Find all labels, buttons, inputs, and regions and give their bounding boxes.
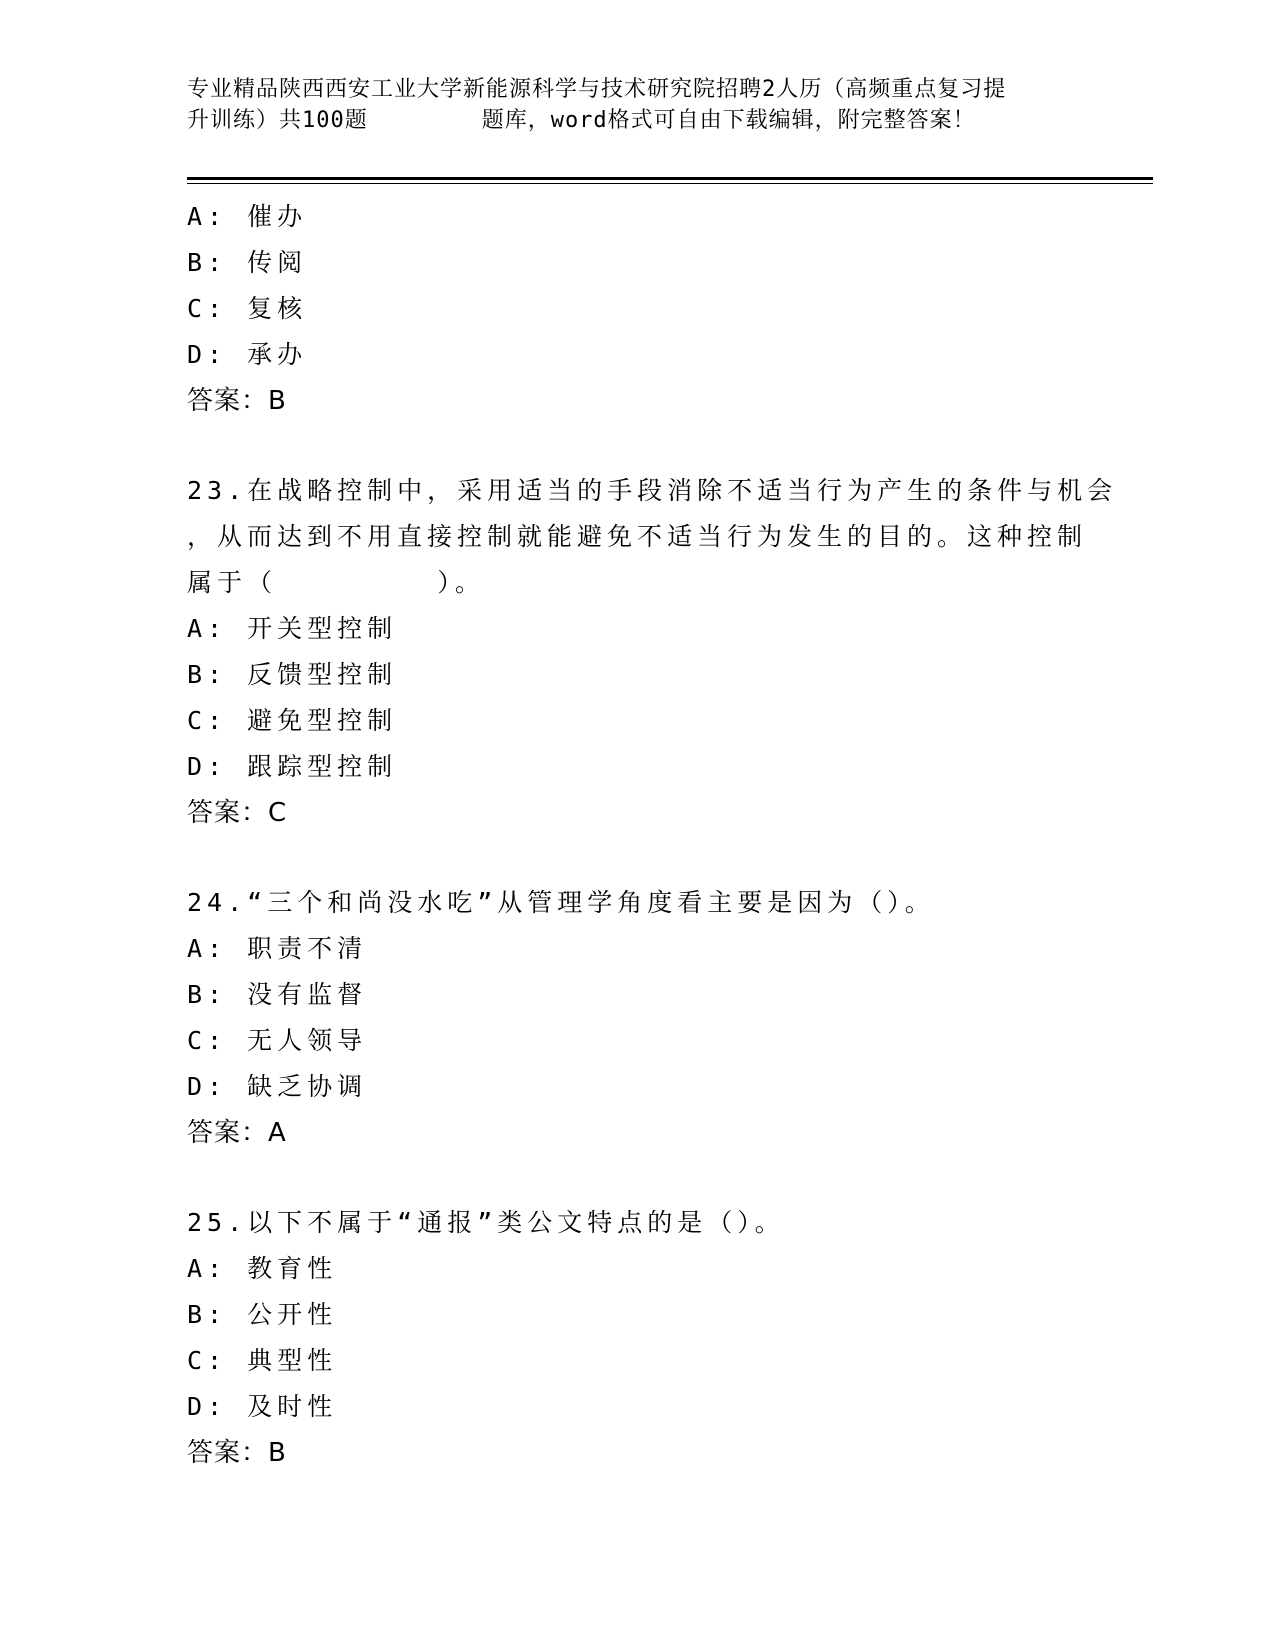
question-23 [187, 468, 1118, 836]
question-25 [187, 1200, 1087, 1476]
option-d: D: 跟踪型控制 [187, 752, 398, 781]
question-22-continued [187, 194, 1087, 424]
option-d: D: 及时性 [187, 1392, 338, 1421]
option-a: A: 教育性 [187, 1254, 338, 1283]
option-a: A: 职责不清 [187, 934, 368, 963]
option-d: D: 承办 [187, 340, 308, 369]
header-rule-thick [187, 177, 1153, 180]
question-list [187, 194, 1118, 1476]
option-d: D: 缺乏协调 [187, 1072, 368, 1101]
option-c: C: 典型性 [187, 1346, 338, 1375]
header-line-1: 专业精品陕西西安工业大学新能源科学与技术研究院招聘2人历（高频重点复习提 [187, 77, 1007, 102]
document-header [187, 74, 1087, 136]
question-stem: 23.在战略控制中，采用适当的手段消除不适当行为产生的条件与机会 ，从而达到不用直接控制就能避免不适当行为发生的目的。这种控制 属于（ ）。 [187, 476, 1118, 597]
answer-line: 答案：A [187, 1118, 287, 1148]
option-b: B: 公开性 [187, 1300, 338, 1329]
header-rule-thin [187, 183, 1153, 184]
question-stem: 25.以下不属于“通报”类公文特点的是（）。 [187, 1208, 785, 1237]
question-stem: 24.“三个和尚没水吃”从管理学角度看主要是因为（）。 [187, 888, 935, 917]
option-c: C: 无人领导 [187, 1026, 368, 1055]
option-c: C: 复核 [187, 294, 308, 323]
header-line-2: 升训练）共100题 题库，word格式可自由下载编辑，附完整答案！ [187, 108, 976, 133]
answer-line: 答案：C [187, 798, 288, 828]
option-c: C: 避免型控制 [187, 706, 398, 735]
answer-line: 答案：B [187, 1438, 287, 1468]
question-24 [187, 880, 1087, 1156]
option-b: B: 传阅 [187, 248, 308, 277]
option-a: A: 开关型控制 [187, 614, 398, 643]
answer-line: 答案：B [187, 386, 287, 416]
option-a: A: 催办 [187, 202, 308, 231]
option-b: B: 没有监督 [187, 980, 368, 1009]
option-b: B: 反馈型控制 [187, 660, 398, 689]
